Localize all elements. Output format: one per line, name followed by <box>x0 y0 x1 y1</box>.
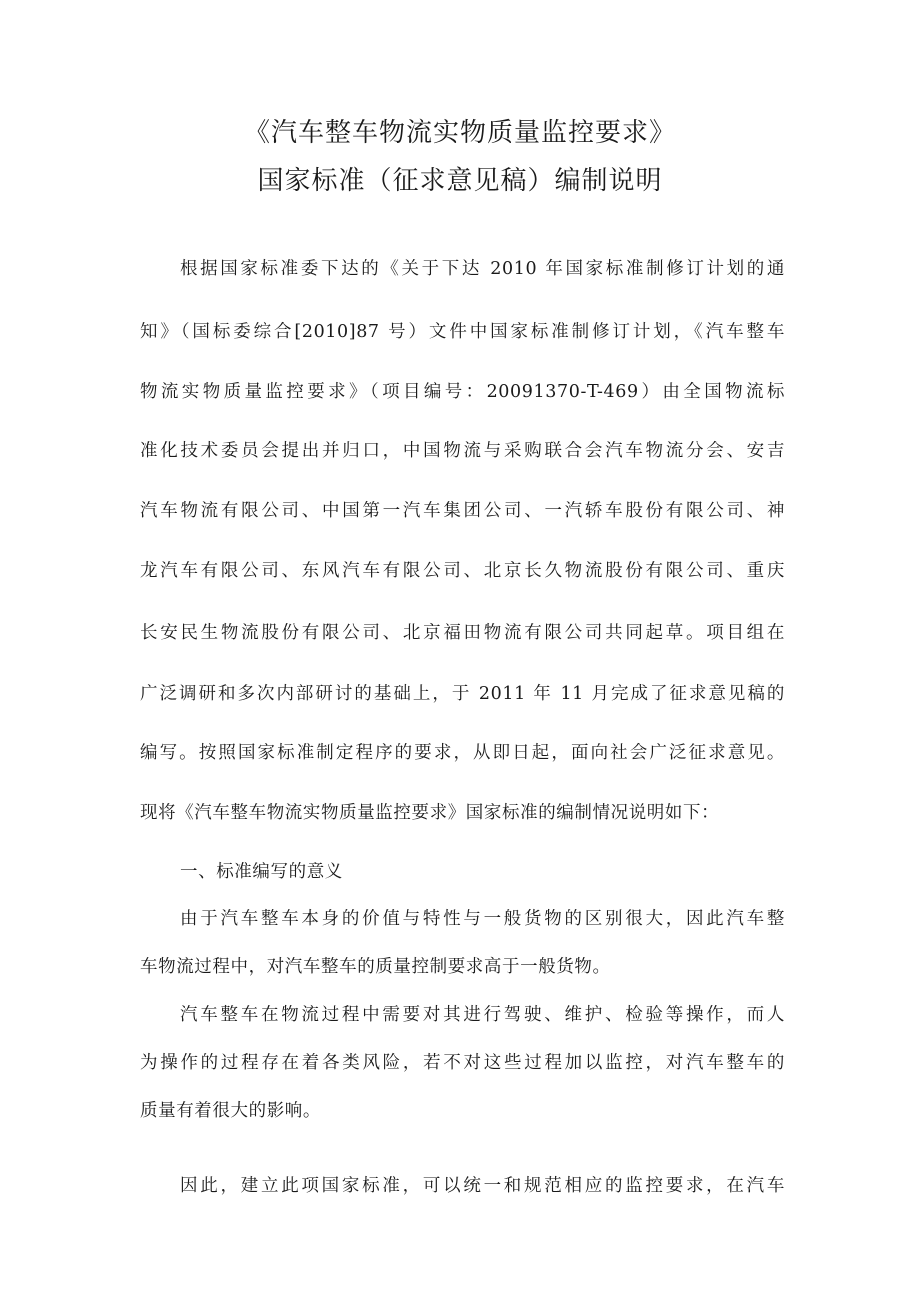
intro-line: 物流实物质量监控要求》（项目编号：20091370-T-469）由全国物流标 <box>140 382 785 402</box>
intro-line: 根据国家标准委下达的《关于下达 2010 年国家标准制修订计划的通 <box>180 259 785 279</box>
paragraph-line: 质量有着很大的影响。 <box>140 1101 321 1121</box>
intro-line: 汽车物流有限公司、中国第一汽车集团公司、一汽轿车股份有限公司、神 <box>140 501 785 521</box>
intro-line: 广泛调研和多次内部研讨的基础上，于 2011 年 11 月完成了征求意见稿的 <box>140 684 785 704</box>
document-title-line-2: 国家标准（征求意见稿）编制说明 <box>257 166 663 196</box>
paragraph-line: 因此，建立此项国家标准，可以统一和规范相应的监控要求，在汽车 <box>180 1176 785 1196</box>
document-title-line-1: 《汽车整车物流实物质量监控要求》 <box>243 118 676 148</box>
intro-line: 长安民生物流股份有限公司、北京福田物流有限公司共同起草。项目组在 <box>140 623 785 643</box>
paragraph-line: 车物流过程中，对汽车整车的质量控制要求高于一般货物。 <box>140 957 611 977</box>
intro-line: 知》（国标委综合[2010]87 号）文件中国家标准制修订计划，《汽车整车 <box>140 322 785 342</box>
intro-line: 现将《汽车整车物流实物质量监控要求》国家标准的编制情况说明如下： <box>140 803 720 823</box>
intro-line: 编写。按照国家标准制定程序的要求，从即日起，面向社会广泛征求意见。 <box>140 743 785 763</box>
paragraph-line: 为操作的过程存在着各类风险，若不对这些过程加以监控，对汽车整车的 <box>140 1053 785 1073</box>
paragraph-line: 由于汽车整车本身的价值与特性与一般货物的区别很大，因此汽车整 <box>180 909 785 929</box>
section-heading: 一、标准编写的意义 <box>180 862 343 882</box>
paragraph-line: 汽车整车在物流过程中需要对其进行驾驶、维护、检验等操作，而人 <box>180 1005 785 1025</box>
intro-line: 准化技术委员会提出并归口，中国物流与采购联合会汽车物流分会、安吉 <box>140 441 785 461</box>
intro-line: 龙汽车有限公司、东风汽车有限公司、北京长久物流股份有限公司、重庆 <box>140 561 785 581</box>
